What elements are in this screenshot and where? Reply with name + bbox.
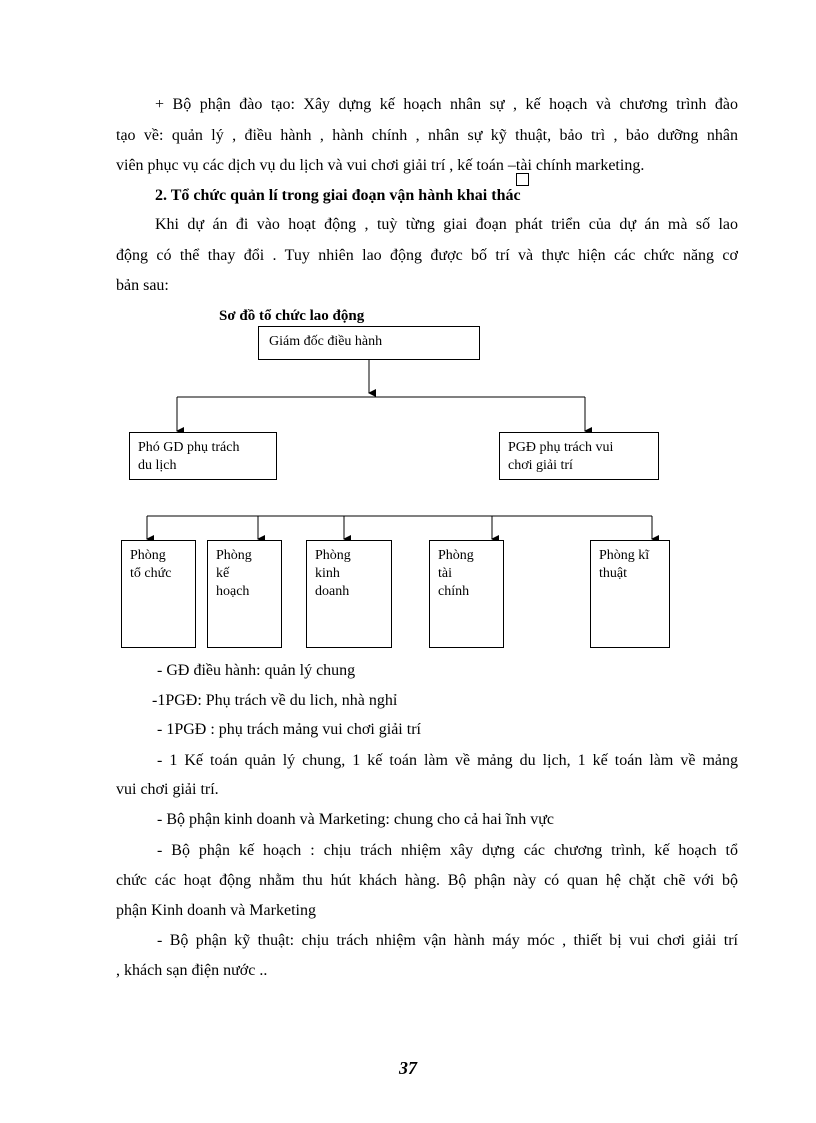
paragraph-line: tạo về: quản lý , điều hành , hành chính , nhân sự kỹ thuật, bảo trì , bảo dưỡng nhân <box>116 127 738 144</box>
org-box-label: du lịch <box>138 458 177 473</box>
org-box-dept-planning <box>207 540 282 648</box>
section-heading: 2. Tổ chức quản lí trong giai đoạn vận hành khai thác <box>155 187 521 204</box>
note-line: - 1 Kế toán quản lý chung, 1 kế toán làm về mảng du lịch, 1 kế toán làm về mảng <box>157 752 738 769</box>
page-number: 37 <box>399 1058 417 1078</box>
note-line: chức các hoạt động nhằm thu hút khách hàng. Bộ phận này có quan hệ chặt chẽ với bộ <box>116 872 738 889</box>
org-box-label: chơi giải trí <box>508 458 573 473</box>
note-line: - 1PGĐ : phụ trách mảng vui chơi giải trí <box>157 721 421 738</box>
note-line: phận Kinh doanh và Marketing <box>116 902 316 919</box>
note-line: - Bộ phận kỹ thuật: chịu trách nhiệm vận hành máy móc , thiết bị vui chơi giải trí <box>157 932 738 949</box>
org-box-label: tổ chức <box>130 566 172 581</box>
org-chart-title: Sơ đồ tổ chức lao động <box>219 308 365 324</box>
org-box-label: Phòng <box>130 548 166 563</box>
org-box-label: Phòng <box>315 548 351 563</box>
paragraph-line: động có thể thay đổi . Tuy nhiên lao động được bố trí và thực hiện các chức năng cơ <box>116 247 738 264</box>
org-box-label: chính <box>438 584 470 599</box>
paragraph-line: Khi dự án đi vào hoạt động , tuỳ từng giai đoạn phát triển của dự án mà số lao <box>155 216 738 233</box>
org-box-label: Phòng <box>216 548 252 563</box>
note-line: - Bộ phận kế hoạch : chịu trách nhiệm xây dựng các chương trình, kế hoạch tổ <box>157 842 738 859</box>
org-box-dept-business <box>306 540 392 648</box>
org-box-dept-finance <box>429 540 504 648</box>
note-line: vui chơi giải trí. <box>116 781 219 798</box>
org-box-director <box>258 326 480 360</box>
org-box-label: Phòng <box>438 548 474 563</box>
note-line: -1PGĐ: Phụ trách về du lich, nhà nghỉ <box>152 692 398 709</box>
paragraph-line: + Bộ phận đào tạo: Xây dựng kế hoạch nhân sự , kế hoạch và chương trình đào <box>155 96 738 113</box>
paragraph-line: bản sau: <box>116 277 169 294</box>
note-line: , khách sạn điện nước .. <box>116 962 268 979</box>
org-box-label: thuật <box>599 566 627 581</box>
org-box-label: Giám đốc điều hành <box>269 334 383 349</box>
org-box-vp-tourism <box>129 432 277 480</box>
org-box-label: tài <box>438 566 452 581</box>
org-box-dept-organization <box>121 540 196 648</box>
org-box-label: Phó GD phụ trách <box>138 440 240 455</box>
org-box-label: PGĐ phụ trách vui <box>508 440 614 455</box>
org-box-label: hoạch <box>216 584 250 599</box>
org-box-dept-technical <box>590 540 670 648</box>
org-box-label: kế <box>216 566 230 581</box>
org-box-label: doanh <box>315 584 350 599</box>
note-line: - GĐ điều hành: quản lý chung <box>157 662 356 679</box>
org-box-vp-entertainment <box>499 432 659 480</box>
org-box-label: kinh <box>315 566 340 581</box>
note-line: - Bộ phận kinh doanh và Marketing: chung cho cả hai ĩnh vực <box>157 811 555 828</box>
paragraph-line: viên phục vụ các dịch vụ du lịch và vui chơi giải trí , kế toán –tài chính marketing. <box>116 157 645 174</box>
org-box-label: Phòng kĩ <box>599 548 650 563</box>
